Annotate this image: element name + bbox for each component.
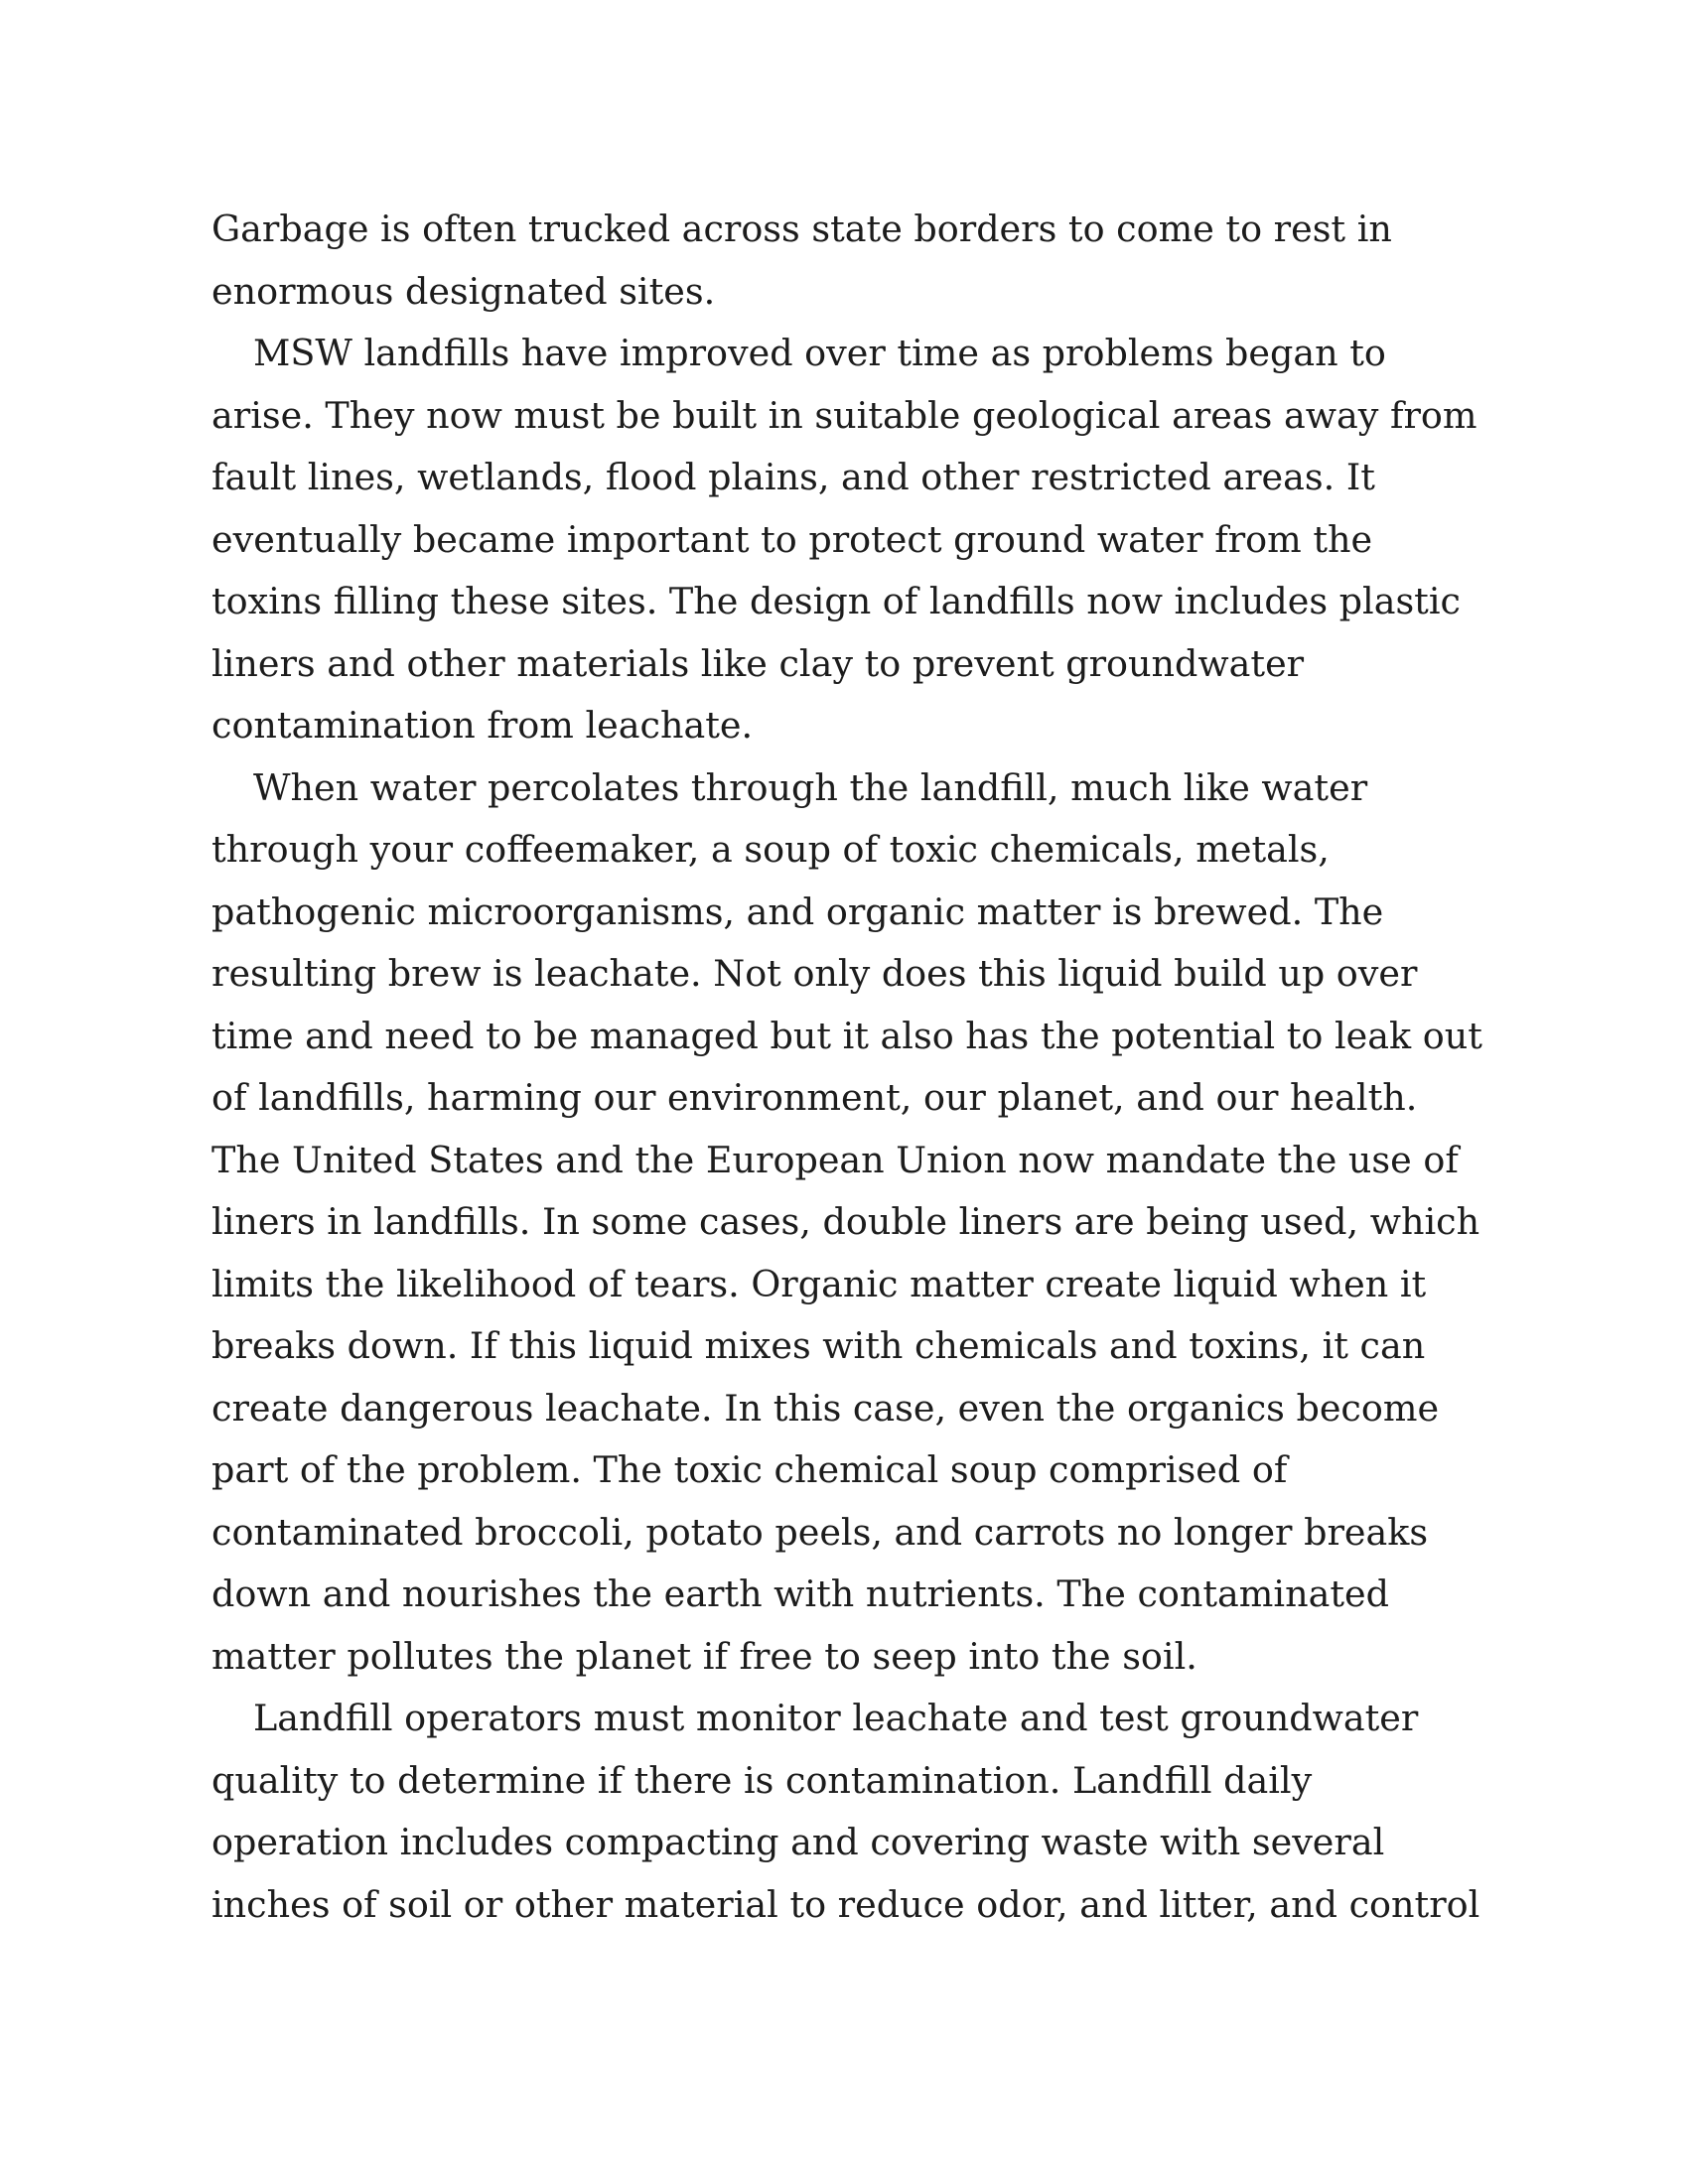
text-line: Landfill operators must monitor leachate and test groundwater bbox=[253, 1697, 1419, 1739]
text-line: enormous designated sites. bbox=[211, 269, 716, 313]
text-line: arise. They now must be built in suitable geological areas away from bbox=[211, 393, 1477, 437]
text-line: toxins filling these sites. The design of landfills now includes plastic bbox=[211, 580, 1461, 622]
paragraph bbox=[211, 757, 1492, 1689]
text-line: contamination from leachate. bbox=[211, 704, 754, 747]
text-line: fault lines, wetlands, flood plains, and other restricted areas. It bbox=[211, 456, 1375, 498]
text-line: part of the problem. The toxic chemical soup comprised of bbox=[211, 1448, 1288, 1491]
text-line: liners in landfills. In some cases, double liners are being used, which bbox=[211, 1200, 1480, 1243]
text-line: Garbage is often trucked across state borders to come to rest in bbox=[211, 207, 1392, 250]
text-line: of landfills, harming our environment, our planet, and our health. bbox=[211, 1076, 1418, 1119]
text-line: pathogenic microorganisms, and organic matter is brewed. The bbox=[211, 889, 1384, 933]
text-line: resulting brew is leachate. Not only does this liquid build up over bbox=[211, 952, 1418, 995]
text-line: eventually became important to protect ground water from the bbox=[211, 517, 1373, 561]
text-line: through your coffeemaker, a soup of toxic chemicals, metals, bbox=[211, 828, 1330, 871]
text-line: contaminated broccoli, potato peels, and carrots no longer breaks bbox=[211, 1510, 1429, 1554]
text-line: operation includes compacting and covering waste with several bbox=[211, 1821, 1385, 1863]
paragraph bbox=[211, 323, 1492, 757]
text-line: breaks down. If this liquid mixes with chemicals and toxins, it can bbox=[211, 1324, 1426, 1367]
text-line: limits the likelihood of tears. Organic matter create liquid when it bbox=[211, 1262, 1427, 1305]
text-line: quality to determine if there is contamination. Landfill daily bbox=[211, 1758, 1313, 1802]
text-line: down and nourishes the earth with nutrients. The contaminated bbox=[211, 1572, 1389, 1615]
text-line: inches of soil or other material to reduce odor, and litter, and control bbox=[211, 1882, 1480, 1926]
body-text bbox=[211, 199, 1492, 1936]
text-line: MSW landfills have improved over time as problems began to bbox=[253, 332, 1386, 374]
paragraph bbox=[211, 199, 1492, 323]
text-line: create dangerous leachate. In this case, even the organics become bbox=[211, 1386, 1440, 1430]
text-line: matter pollutes the planet if free to seep into the soil. bbox=[211, 1634, 1197, 1678]
text-line: The United States and the European Union now mandate the use of bbox=[211, 1138, 1459, 1181]
text-line: time and need to be managed but it also has the potential to leak out bbox=[211, 1014, 1482, 1057]
text-line: When water percolates through the landfill, much like water bbox=[253, 765, 1368, 809]
text-line: liners and other materials like clay to prevent groundwater bbox=[211, 641, 1305, 685]
paragraph bbox=[211, 1688, 1492, 1936]
